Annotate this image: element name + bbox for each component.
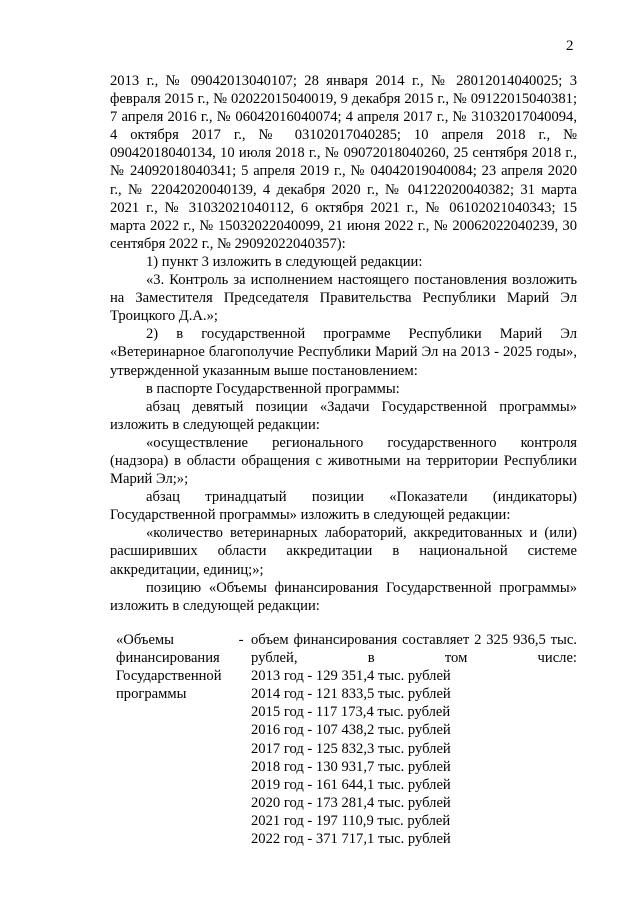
financing-year-2022: 2022 год - 371 717,1 тыс. рублей xyxy=(251,831,451,848)
financing-year-2014: 2014 год - 121 833,5 тыс. рублей xyxy=(251,686,451,703)
paragraph-tasks-text: «осуществление регионального государственного контроля (надзора) в области обращения с животными на территории Республики Марий Эл;»; xyxy=(110,434,577,488)
financing-label: «Объемы финансирования Государственной программы xyxy=(116,632,222,703)
paragraph-tasks: абзац девятый позиции «Задачи Государственной программы» изложить в следующей редакции: xyxy=(110,398,577,433)
paragraph-passport: в паспорте Государственной программы: xyxy=(146,380,400,397)
financing-year-2016: 2016 год - 107 438,2 тыс. рублей xyxy=(251,722,451,739)
document-body xyxy=(110,72,577,615)
paragraph-item-1: 1) пункт 3 изложить в следующей редакции: xyxy=(146,253,423,270)
financing-year-2015: 2015 год - 117 173,4 тыс. рублей xyxy=(251,704,451,721)
paragraph-item-3-text: «3. Контроль за исполнением настоящего постановления возложить на Заместителя Председателя Правительства Республики Марий Эл Троицкого Д.А.»; xyxy=(110,272,577,325)
paragraph-indicators: абзац тринадцатый позиции «Показатели (индикаторы) Государственной программы» изложить в следующей редакции: xyxy=(110,489,577,524)
financing-year-2017: 2017 год - 125 832,3 тыс. рублей xyxy=(251,740,451,757)
paragraph-indicators-text: «количество ветеринарных лабораторий, аккредитованных и (или) расширивших области аккредитации в национальной системе аккредитации, единиц;»; xyxy=(110,525,577,578)
paragraph-amendments-list: 2013 г., № 09042013040107; 28 января 2014 г., № 28012014040025; 3 февраля 2015 г., № 02022015040019, 9 декабря 2015 г., № 09122015040381; 7 апреля 2016 г., № 06042016040074; 4 апреля 2017 г., № 31032017040094, 4 октября 2017 г., № 03102017040285; 10 апреля 2018 г., № 09042018040134, 10 июля 2018 г., № 09072018040260, 25 сентября 2018 г., № 24092018040341; 5 апреля 2019 г., № 04042019040084; 23 апреля 2020 г., № 22042020040139, 4 декабря 2020 г., № 04122020040382; 31 марта 2021 г., № 31032021040112, 6 октября 2021 г., № 06102021040343; 15 марта 2022 г., № 15032022040099, 21 июня 2022 г., № 20062022040239, 30 сентября 2022 г., № 29092022040357): xyxy=(110,73,577,252)
financing-year-2013: 2013 год - 129 351,4 тыс. рублей xyxy=(251,668,451,685)
paragraph-item-2: 2) в государственной программе Республики Марий Эл «Ветеринарное благополучие Республики Марий Эл на 2013 - 2025 годы», утвержденной указанным выше постановлением: xyxy=(110,326,577,379)
financing-year-2018: 2018 год - 130 931,7 тыс. рублей xyxy=(251,758,451,775)
financing-table xyxy=(116,631,577,848)
financing-total: объем финансирования составляет 2 325 936,5 тыс. рублей, в том числе: xyxy=(251,632,577,667)
paragraph-financing: позицию «Объемы финансирования Государственной программы» изложить в следующей редакции: xyxy=(110,579,577,614)
financing-values xyxy=(251,631,577,848)
financing-year-2020: 2020 год - 173 281,4 тыс. рублей xyxy=(251,794,451,811)
financing-year-2021: 2021 год - 197 110,9 тыс. рублей xyxy=(251,812,451,829)
financing-year-2019: 2019 год - 161 644,1 тыс. рублей xyxy=(251,776,451,793)
page-number: 2 xyxy=(566,38,574,54)
financing-dash: - xyxy=(238,632,244,648)
